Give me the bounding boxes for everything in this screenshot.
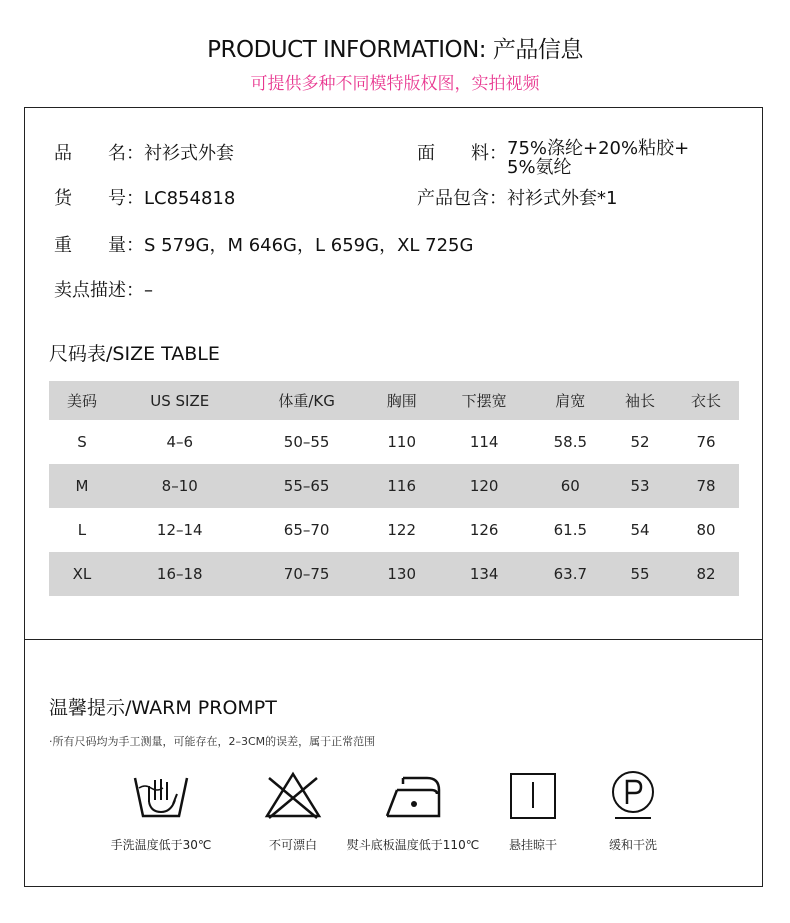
header-cell: 衣长 — [673, 381, 739, 420]
measurement-note: ·所有尺码均为手工测量，可能存在，2–3CM的误差，属于正常范围 — [49, 735, 376, 748]
table-cell: 126 — [469, 521, 499, 539]
table-cell: 130 — [369, 552, 435, 596]
table-cell: 70–75 — [245, 552, 369, 596]
warm-prompt-title: 温馨提示/WARM PROMPT — [49, 697, 277, 719]
table-header-row — [49, 381, 739, 420]
care-label: 不可漂白 — [268, 838, 317, 852]
fabric-row — [417, 139, 689, 177]
package-row — [417, 184, 617, 210]
table-cell: 63.7 — [534, 552, 607, 596]
header-cell: 袖长 — [607, 381, 673, 420]
table-cell: 55–65 — [245, 464, 369, 508]
table-cell: 12–14 — [156, 521, 203, 539]
name-value: 衬衫式外套 — [144, 143, 234, 164]
table-cell: 16–18 — [115, 552, 245, 596]
table-cell: L — [77, 521, 87, 539]
header-cell: US SIZE — [115, 381, 245, 420]
no-bleach-icon — [261, 768, 325, 822]
table-cell: 122 — [387, 521, 417, 539]
weight-row — [54, 231, 473, 257]
table-cell: 53 — [607, 464, 673, 508]
table-cell: 120 — [435, 464, 534, 508]
header-cell: 胸围 — [369, 381, 435, 420]
table-cell: 54 — [630, 521, 650, 539]
info-panel — [24, 107, 763, 887]
selling-row — [54, 276, 153, 302]
table-cell: 82 — [673, 552, 739, 596]
size-table — [49, 381, 739, 596]
table-row — [49, 552, 739, 596]
selling-label: 卖点描述： — [54, 280, 144, 301]
care-label: 缓和干洗 — [608, 838, 657, 852]
hand-wash-icon — [129, 768, 193, 822]
header-cell: 体重/KG — [245, 381, 369, 420]
weight-label: 重 量： — [54, 235, 144, 256]
table-cell: 61.5 — [553, 521, 588, 539]
fabric-value-line1: 75%涤纶+20%粘胶+ — [507, 138, 690, 159]
care-item-dry-clean — [558, 768, 708, 853]
table-cell: 134 — [435, 552, 534, 596]
page-title: PRODUCT INFORMATION: 产品信息 — [207, 37, 583, 63]
table-cell: 52 — [630, 433, 650, 451]
care-item-hand-wash — [86, 768, 236, 853]
care-label: 熨斗底板温度低于110℃ — [346, 838, 480, 852]
dry-clean-p-icon — [601, 768, 665, 822]
header-cell: 美码 — [49, 381, 115, 420]
table-cell: 116 — [369, 464, 435, 508]
table-cell: M — [49, 464, 115, 508]
code-value: LC854818 — [144, 188, 236, 209]
table-cell: 4–6 — [166, 433, 194, 451]
table-cell: XL — [49, 552, 115, 596]
table-cell: 55 — [607, 552, 673, 596]
page-subtitle: 可提供多种不同模特版权图，实拍视频 — [250, 74, 540, 94]
table-cell: 80 — [696, 521, 716, 539]
header-cell: 下摆宽 — [435, 381, 534, 420]
table-cell: 114 — [469, 433, 499, 451]
table-row — [49, 420, 739, 464]
fabric-label: 面 料： — [417, 143, 507, 164]
code-row — [54, 184, 235, 210]
section-divider — [25, 639, 762, 640]
fabric-value-line2: 5%氨纶 — [507, 157, 572, 178]
fabric-value — [507, 139, 689, 177]
table-cell: 60 — [534, 464, 607, 508]
table-cell: 8–10 — [115, 464, 245, 508]
size-table-title: 尺码表/SIZE TABLE — [49, 343, 220, 365]
package-value: 衬衫式外套*1 — [507, 188, 618, 209]
code-label: 货 号： — [54, 188, 144, 209]
table-row — [49, 508, 739, 552]
package-label: 产品包含： — [417, 188, 507, 209]
name-label: 品 名： — [54, 143, 144, 164]
table-cell: 65–70 — [283, 521, 330, 539]
header-cell: 肩宽 — [534, 381, 607, 420]
table-row — [49, 464, 739, 508]
table-cell: S — [77, 433, 87, 451]
selling-value: – — [144, 280, 153, 301]
table-cell: 58.5 — [553, 433, 588, 451]
table-cell: 78 — [673, 464, 739, 508]
iron-low-icon — [381, 768, 445, 822]
name-row — [54, 139, 234, 165]
table-cell: 76 — [696, 433, 716, 451]
table-cell: 110 — [387, 433, 417, 451]
table-cell: 50–55 — [283, 433, 330, 451]
hang-dry-icon — [501, 768, 565, 822]
care-label: 手洗温度低于30℃ — [110, 838, 212, 852]
care-label: 悬挂晾干 — [508, 838, 557, 852]
weight-value: S 579G，M 646G，L 659G，XL 725G — [144, 235, 474, 256]
